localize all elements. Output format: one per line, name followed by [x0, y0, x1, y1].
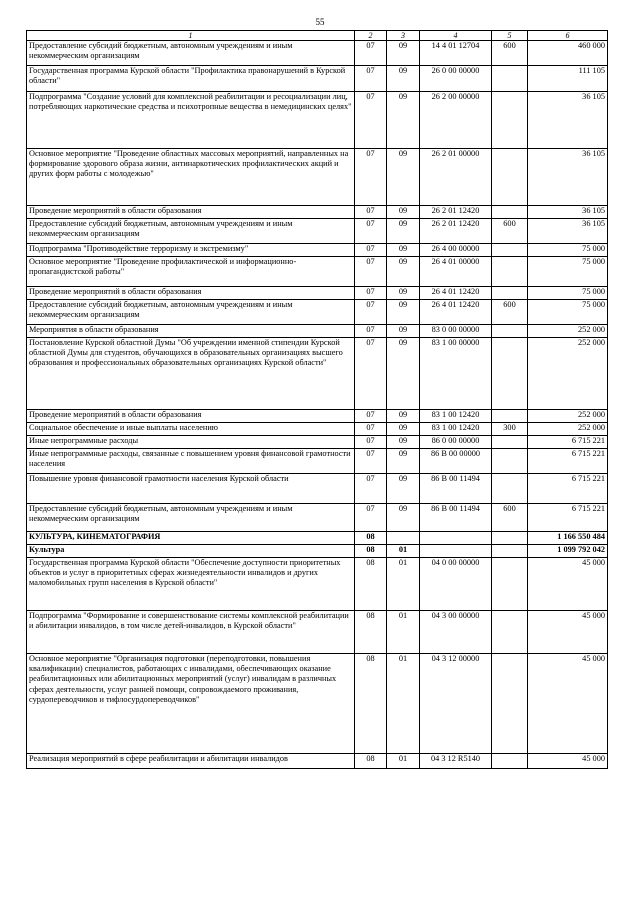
- expense-type-cell: [492, 92, 528, 149]
- header-row: [27, 31, 608, 41]
- row-name-cell: Повышение уровня финансовой грамотности населения Курской области: [27, 474, 355, 504]
- section-code-cell: 07: [355, 338, 387, 410]
- table-row: [27, 219, 608, 244]
- subsection-code-cell: [387, 532, 420, 545]
- amount-cell: 6 715 221: [528, 449, 608, 474]
- section-code-cell: 07: [355, 300, 387, 325]
- subsection-code-cell: 09: [387, 41, 420, 66]
- expense-type-cell: [492, 436, 528, 449]
- expense-type-cell: 600: [492, 41, 528, 66]
- table-row: [27, 92, 608, 149]
- row-name-cell: Иные непрограммные расходы: [27, 436, 355, 449]
- expense-type-cell: [492, 257, 528, 287]
- target-article-cell: 04 0 00 00000: [420, 558, 492, 611]
- section-code-cell: 07: [355, 41, 387, 66]
- section-code-cell: 07: [355, 423, 387, 436]
- row-name-cell: Подпрограмма "Создание условий для комплексной реабилитации и ресоциализации лиц, потребляющих наркотические средства и психотропные вещества в немедицинских целях": [27, 92, 355, 149]
- target-article-cell: 14 4 01 12704: [420, 41, 492, 66]
- target-article-cell: 86 0 00 00000: [420, 436, 492, 449]
- amount-cell: 6 715 221: [528, 504, 608, 532]
- section-code-cell: 07: [355, 149, 387, 206]
- section-code-cell: 07: [355, 474, 387, 504]
- target-article-cell: 04 3 12 R5140: [420, 754, 492, 769]
- expense-type-cell: [492, 410, 528, 423]
- section-code-cell: 07: [355, 325, 387, 338]
- section-code-cell: 08: [355, 532, 387, 545]
- section-code-cell: 07: [355, 244, 387, 257]
- row-name-cell: Подпрограмма "Формирование и совершенствование системы комплексной реабилитации и абилитации инвалидов, в том числе детей-инвалидов, в Курской области": [27, 611, 355, 654]
- target-article-cell: 26 2 01 12420: [420, 219, 492, 244]
- amount-cell: 45 000: [528, 654, 608, 754]
- subsection-code-cell: 09: [387, 92, 420, 149]
- subsection-code-cell: 09: [387, 423, 420, 436]
- row-name-cell: Социальное обеспечение и иные выплаты населению: [27, 423, 355, 436]
- row-name-cell: Предоставление субсидий бюджетным, автономным учреждениям и иным некоммерческим организациям: [27, 41, 355, 66]
- section-code-cell: 07: [355, 92, 387, 149]
- subsection-code-cell: 09: [387, 149, 420, 206]
- section-code-cell: 07: [355, 257, 387, 287]
- target-article-cell: 26 4 01 12420: [420, 287, 492, 300]
- target-article-cell: 04 3 12 00000: [420, 654, 492, 754]
- expense-type-cell: [492, 325, 528, 338]
- target-article-cell: 26 4 01 00000: [420, 257, 492, 287]
- amount-cell: 6 715 221: [528, 474, 608, 504]
- amount-cell: 45 000: [528, 754, 608, 769]
- table-row: [27, 504, 608, 532]
- subsection-code-cell: 09: [387, 410, 420, 423]
- expense-type-cell: [492, 545, 528, 558]
- target-article-cell: 86 В 00 00000: [420, 449, 492, 474]
- target-article-cell: 86 В 00 11494: [420, 474, 492, 504]
- section-code-cell: 08: [355, 754, 387, 769]
- subsection-code-cell: 09: [387, 338, 420, 410]
- target-article-cell: 83 1 00 00000: [420, 338, 492, 410]
- target-article-cell: 86 В 00 11494: [420, 504, 492, 532]
- subsection-code-cell: 09: [387, 504, 420, 532]
- table-row: [27, 423, 608, 436]
- amount-cell: 252 000: [528, 423, 608, 436]
- row-name-cell: Постановление Курской областной Думы "Об учреждении именной стипендии Курской областной Думы для студентов, обучающихся в образовательных организациях высшего образования и профессиональных образовательных организациях Курской области": [27, 338, 355, 410]
- expense-type-cell: [492, 474, 528, 504]
- subsection-code-cell: 09: [387, 66, 420, 92]
- table-row: [27, 436, 608, 449]
- amount-cell: 111 105: [528, 66, 608, 92]
- subsection-code-cell: 09: [387, 206, 420, 219]
- table-row: [27, 474, 608, 504]
- amount-cell: 36 105: [528, 92, 608, 149]
- section-code-cell: 07: [355, 504, 387, 532]
- table-row: [27, 300, 608, 325]
- target-article-cell: 26 0 00 00000: [420, 66, 492, 92]
- subsection-code-cell: 01: [387, 754, 420, 769]
- table-row: [27, 325, 608, 338]
- expense-type-cell: [492, 449, 528, 474]
- target-article-cell: 83 1 00 12420: [420, 423, 492, 436]
- target-article-cell: 26 2 01 12420: [420, 206, 492, 219]
- subsection-code-cell: 09: [387, 257, 420, 287]
- target-article-cell: 83 1 00 12420: [420, 410, 492, 423]
- target-article-cell: 26 4 01 12420: [420, 300, 492, 325]
- expense-type-cell: [492, 149, 528, 206]
- row-name-cell: Предоставление субсидий бюджетным, автономным учреждениям и иным некоммерческим организациям: [27, 300, 355, 325]
- column-header: 1: [27, 31, 355, 41]
- target-article-cell: [420, 532, 492, 545]
- subsection-code-cell: 09: [387, 325, 420, 338]
- expense-type-cell: 300: [492, 423, 528, 436]
- table-row: [27, 611, 608, 654]
- table-row: [27, 244, 608, 257]
- row-name-cell: Основное мероприятие "Организация подготовки (переподготовки, повышения квалификации) специалистов, работающих с инвалидами, обеспечивающих оказание реабилитационных или абилитационных мероприятий (услуг) инвалидам в различных сферах деятельности, услуг ранней помощи, сопровождаемого проживания, сурдопереводчиков и тифлосурдопереводчиков": [27, 654, 355, 754]
- row-name-cell: Предоставление субсидий бюджетным, автономным учреждениям и иным некоммерческим организациям: [27, 504, 355, 532]
- table-row: [27, 257, 608, 287]
- table-row: [27, 410, 608, 423]
- expense-type-cell: [492, 206, 528, 219]
- table-row: [27, 654, 608, 754]
- target-article-cell: 26 4 00 00000: [420, 244, 492, 257]
- section-code-cell: 08: [355, 654, 387, 754]
- amount-cell: 6 715 221: [528, 436, 608, 449]
- row-name-cell: Проведение мероприятий в области образования: [27, 410, 355, 423]
- subsection-code-cell: 09: [387, 219, 420, 244]
- subsection-code-cell: 01: [387, 558, 420, 611]
- target-article-cell: 26 2 00 00000: [420, 92, 492, 149]
- section-code-cell: 07: [355, 206, 387, 219]
- column-header: 2: [355, 31, 387, 41]
- table-row: [27, 545, 608, 558]
- target-article-cell: 04 3 00 00000: [420, 611, 492, 654]
- column-header: 6: [528, 31, 608, 41]
- expense-type-cell: 600: [492, 219, 528, 244]
- expense-type-cell: [492, 287, 528, 300]
- amount-cell: 460 000: [528, 41, 608, 66]
- expense-type-cell: [492, 558, 528, 611]
- amount-cell: 1 099 792 042: [528, 545, 608, 558]
- expense-type-cell: [492, 66, 528, 92]
- section-code-cell: 07: [355, 287, 387, 300]
- column-header: 4: [420, 31, 492, 41]
- subsection-code-cell: 01: [387, 545, 420, 558]
- amount-cell: 252 000: [528, 410, 608, 423]
- table-row: [27, 754, 608, 769]
- row-name-cell: Основное мероприятие "Проведение профилактической и информационно-пропагандистской работы": [27, 257, 355, 287]
- row-name-cell: КУЛЬТУРА, КИНЕМАТОГРАФИЯ: [27, 532, 355, 545]
- section-code-cell: 08: [355, 558, 387, 611]
- subsection-code-cell: 09: [387, 474, 420, 504]
- column-header: 3: [387, 31, 420, 41]
- section-code-cell: 07: [355, 66, 387, 92]
- row-name-cell: Культура: [27, 545, 355, 558]
- amount-cell: 75 000: [528, 257, 608, 287]
- subsection-code-cell: 09: [387, 287, 420, 300]
- table-row: [27, 338, 608, 410]
- section-code-cell: 07: [355, 410, 387, 423]
- expense-type-cell: [492, 611, 528, 654]
- table-row: [27, 558, 608, 611]
- amount-cell: 36 105: [528, 149, 608, 206]
- expense-type-cell: 600: [492, 300, 528, 325]
- amount-cell: 36 105: [528, 219, 608, 244]
- section-code-cell: 07: [355, 449, 387, 474]
- target-article-cell: 83 0 00 00000: [420, 325, 492, 338]
- amount-cell: 252 000: [528, 338, 608, 410]
- section-code-cell: 08: [355, 545, 387, 558]
- row-name-cell: Мероприятия в области образования: [27, 325, 355, 338]
- subsection-code-cell: 09: [387, 449, 420, 474]
- subsection-code-cell: 01: [387, 611, 420, 654]
- budget-table: [26, 30, 608, 769]
- table-row: [27, 149, 608, 206]
- expense-type-cell: [492, 654, 528, 754]
- row-name-cell: Государственная программа Курской области "Обеспечение доступности приоритетных объектов и услуг в приоритетных сферах жизнедеятельности инвалидов и других маломобильных групп населения в Курской области": [27, 558, 355, 611]
- row-name-cell: Подпрограмма "Противодействие терроризму и экстремизму": [27, 244, 355, 257]
- expense-type-cell: [492, 338, 528, 410]
- section-code-cell: 07: [355, 219, 387, 244]
- row-name-cell: Основное мероприятие "Проведение областных массовых мероприятий, направленных на формирование здорового образа жизни, антинаркотических профилактических акций и других форм работы с молодежью": [27, 149, 355, 206]
- expense-type-cell: [492, 532, 528, 545]
- amount-cell: 75 000: [528, 244, 608, 257]
- target-article-cell: [420, 545, 492, 558]
- row-name-cell: Государственная программа Курской области "Профилактика правонарушений в Курской области": [27, 66, 355, 92]
- table-row: [27, 532, 608, 545]
- row-name-cell: Предоставление субсидий бюджетным, автономным учреждениям и иным некоммерческим организациям: [27, 219, 355, 244]
- column-header: 5: [492, 31, 528, 41]
- amount-cell: 45 000: [528, 558, 608, 611]
- table-row: [27, 206, 608, 219]
- amount-cell: 1 166 550 484: [528, 532, 608, 545]
- table-row: [27, 287, 608, 300]
- amount-cell: 75 000: [528, 287, 608, 300]
- section-code-cell: 08: [355, 611, 387, 654]
- table-row: [27, 449, 608, 474]
- amount-cell: 252 000: [528, 325, 608, 338]
- row-name-cell: Иные непрограммные расходы, связанные с повышением уровня финансовой грамотности населения: [27, 449, 355, 474]
- target-article-cell: 26 2 01 00000: [420, 149, 492, 206]
- table-row: [27, 41, 608, 66]
- amount-cell: 45 000: [528, 611, 608, 654]
- expense-type-cell: [492, 754, 528, 769]
- subsection-code-cell: 01: [387, 654, 420, 754]
- expense-type-cell: [492, 244, 528, 257]
- section-code-cell: 07: [355, 436, 387, 449]
- amount-cell: 75 000: [528, 300, 608, 325]
- table-row: [27, 66, 608, 92]
- subsection-code-cell: 09: [387, 436, 420, 449]
- amount-cell: 36 105: [528, 206, 608, 219]
- expense-type-cell: 600: [492, 504, 528, 532]
- page-number: 55: [315, 17, 325, 27]
- subsection-code-cell: 09: [387, 300, 420, 325]
- row-name-cell: Проведение мероприятий в области образования: [27, 287, 355, 300]
- row-name-cell: Реализация мероприятий в сфере реабилитации и абилитации инвалидов: [27, 754, 355, 769]
- row-name-cell: Проведение мероприятий в области образования: [27, 206, 355, 219]
- subsection-code-cell: 09: [387, 244, 420, 257]
